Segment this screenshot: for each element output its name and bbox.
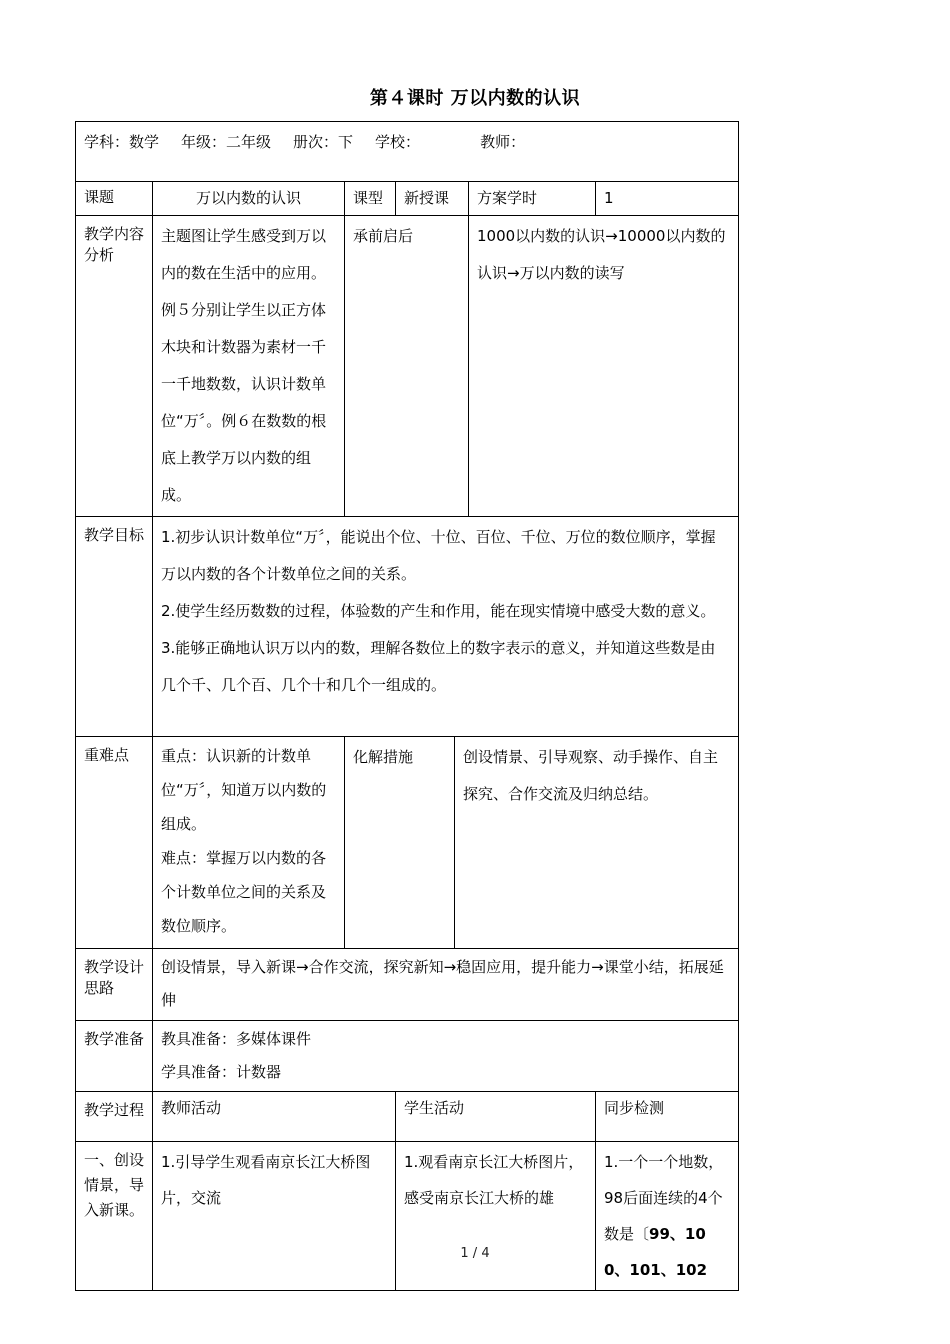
design-row (76, 949, 739, 1021)
page-title: 第４课时 万以内数的认识 (369, 88, 581, 109)
content-analysis-text: 主题图让学生感受到万以内的数在生活中的应用。例５分别让学生以正方体木块和计数器为素材一千一千地数数，认识计数单位“万〞。例６在数数的根底上教学万以内数的组成。 (153, 216, 345, 517)
goals-row (76, 517, 739, 737)
volume-field: 册次：下 (293, 133, 354, 151)
student-activity-header: 学生活动 (396, 1092, 596, 1142)
school-field: 学校： (375, 133, 421, 151)
lesson-plan-table (75, 121, 739, 1291)
difficulty-row (76, 737, 739, 949)
topic-label: 课题 (76, 182, 153, 216)
step1-teacher-activity: 1.引导学生观看南京长江大桥图片，交流 (153, 1142, 396, 1291)
topic-value: 万以内数的认识 (153, 182, 345, 216)
step1-student-activity: 1.观看南京长江大桥图片，感受南京长江大桥的雄 (396, 1142, 596, 1291)
measures-label: 化解措施 (345, 737, 455, 949)
topic-row (76, 182, 739, 216)
content-analysis-label: 教学内容分析 (76, 216, 153, 517)
prep-row (76, 1021, 739, 1092)
difficulty-label: 重难点 (76, 737, 153, 949)
goal-item-2: 2.使学生经历数数的过程，体验数的产生和作用，能在现实情境中感受大数的意义。 (161, 602, 716, 620)
step1-check-answer: 99、100、101、102 (604, 1225, 708, 1279)
design-text: 创设情景，导入新课→合作交流，探究新知→稳固应用，提升能力→课堂小结，拓展延伸 (153, 949, 739, 1021)
bridge-label: 承前启后 (345, 216, 469, 517)
hours-value: 1 (596, 182, 739, 216)
key-point: 重点：认识新的计数单位“万〞，知道万以内数的组成。 (161, 747, 327, 833)
header-row (76, 122, 739, 182)
sync-check-header: 同步检测 (596, 1092, 739, 1142)
process-header-row (76, 1092, 739, 1142)
goals-label: 教学目标 (76, 517, 153, 737)
knowledge-sequence: 1000以内数的认识→10000以内数的认识→万以内数的读写 (469, 216, 739, 517)
grade-field: 年级：二年级 (181, 133, 272, 151)
step1-label: 一、创设情景，导入新课。 (76, 1142, 153, 1291)
teacher-activity-header: 教师活动 (153, 1092, 396, 1142)
step1-row (76, 1142, 739, 1291)
subject-field: 学科：数学 (84, 133, 160, 151)
page-number: 1 / 4 (460, 1246, 490, 1261)
type-label: 课型 (345, 182, 396, 216)
prep-label: 教学准备 (76, 1021, 153, 1092)
teacher-field: 教师： (480, 133, 526, 151)
hours-label: 方案学时 (469, 182, 596, 216)
student-prep: 学具准备：计数器 (161, 1063, 282, 1081)
design-label: 教学设计思路 (76, 949, 153, 1021)
hard-point: 难点：掌握万以内数的各个计数单位之间的关系及数位顺序。 (161, 849, 327, 935)
step1-check-text: 1.一个一个地数，98后面连续的4个数是〔 (604, 1153, 724, 1243)
goal-item-3: 3.能够正确地认识万以内的数，理解各数位上的数字表示的意义，并知道这些数是由几个千、几个百、几个十和几个一组成的。 (161, 639, 716, 694)
type-value: 新授课 (396, 182, 469, 216)
teacher-prep: 教具准备：多媒体课件 (161, 1030, 312, 1048)
goal-item-1: 1.初步认识计数单位“万〞，能说出个位、十位、百位、千位、万位的数位顺序，掌握万以内数的各个计数单位之间的关系。 (161, 528, 716, 583)
content-analysis-row (76, 216, 739, 517)
process-label: 教学过程 (76, 1092, 153, 1142)
measures-text: 创设情景、引导观察、动手操作、自主探究、合作交流及归纳总结。 (455, 737, 739, 949)
